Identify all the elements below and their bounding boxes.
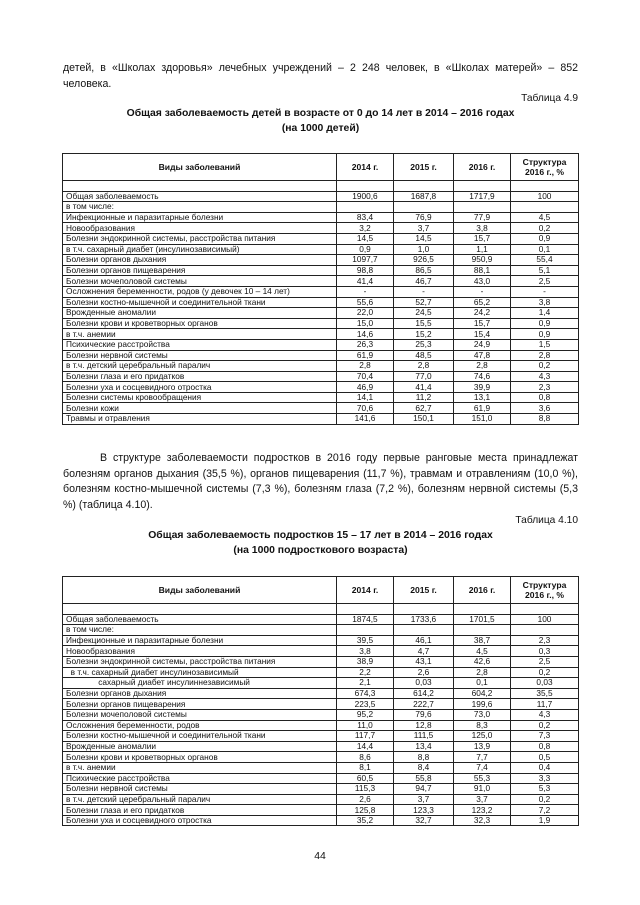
cell-disease-name: Болезни уха и сосцевидного отростка (63, 815, 337, 826)
table-4-9-title (63, 107, 578, 136)
cell-structure: 3,8 (511, 297, 579, 308)
cell-2016: 0,1 (454, 678, 511, 689)
table-row (63, 392, 579, 403)
cell-2014: 0,9 (337, 244, 394, 255)
cell-2014: 1097,7 (337, 255, 394, 266)
cell-2014 (337, 202, 394, 213)
cell-disease-name: Болезни костно-мышечной и соединительной ткани (63, 297, 337, 308)
cell-2016: 604,2 (454, 688, 511, 699)
table-row (63, 255, 579, 266)
cell-disease-name: Болезни системы кровообращения (63, 392, 337, 403)
cell-disease-name: Болезни эндокринной системы, расстройства питания (63, 233, 337, 244)
cell-2015: 15,2 (394, 329, 454, 340)
cell-2015: 12,8 (394, 720, 454, 731)
cell-structure: 2,3 (511, 635, 579, 646)
cell-2015 (394, 202, 454, 213)
cell-2015: 614,2 (394, 688, 454, 699)
cell-structure: 35,5 (511, 688, 579, 699)
cell-disease-name: Врожденные аномалии (63, 308, 337, 319)
cell-structure (511, 202, 579, 213)
cell-structure: 55,4 (511, 255, 579, 266)
table-row (63, 286, 579, 297)
cell-2014: 1900,6 (337, 191, 394, 202)
cell-2014: 35,2 (337, 815, 394, 826)
cell-structure: 2,5 (511, 276, 579, 287)
cell-structure: 2,3 (511, 382, 579, 393)
cell-2015: 77,0 (394, 371, 454, 382)
cell-2016: 7,4 (454, 762, 511, 773)
col-header-2016: 2016 г. (454, 577, 511, 604)
table-4-10-label: Таблица 4.10 (515, 515, 578, 526)
cell-disease-name: в т.ч. сахарный диабет (инсулинозависимый) (63, 244, 337, 255)
cell-disease-name: Болезни глаза и его придатков (63, 371, 337, 382)
cell-disease-name: в т.ч. сахарный диабет инсулинозависимый (63, 667, 337, 678)
cell-disease-name: в том числе: (63, 625, 337, 636)
cell-2014: 22,0 (337, 308, 394, 319)
table-row (63, 815, 579, 826)
table-row (63, 794, 579, 805)
cell-disease-name: в т.ч. детский церебральный паралич (63, 361, 337, 372)
cell-2016: 3,7 (454, 794, 511, 805)
cell-disease-name: Болезни мочеполовой системы (63, 276, 337, 287)
cell-2015: 62,7 (394, 403, 454, 414)
table-row (63, 678, 579, 689)
table-4-9-title-line2: (на 1000 детей) (281, 122, 360, 134)
cell-2015: 48,5 (394, 350, 454, 361)
cell-2016: 77,9 (454, 212, 511, 223)
table-row (63, 329, 579, 340)
cell-2016: - (454, 286, 511, 297)
cell-disease-name: Врожденные аномалии (63, 741, 337, 752)
cell-disease-name: Болезни глаза и его придатков (63, 805, 337, 816)
cell-2016: 88,1 (454, 265, 511, 276)
cell-2016: 4,5 (454, 646, 511, 657)
cell-2014 (337, 625, 394, 636)
cell-2014: 8,1 (337, 762, 394, 773)
cell-structure: 0,9 (511, 233, 579, 244)
table-row (63, 223, 579, 234)
cell-2015: 76,9 (394, 212, 454, 223)
col-header-2015: 2015 г. (394, 577, 454, 604)
cell-2014: 95,2 (337, 709, 394, 720)
cell-2014: 8,6 (337, 752, 394, 763)
cell-2014: 38,9 (337, 656, 394, 667)
cell-2014: 70,6 (337, 403, 394, 414)
cell-structure: 0,8 (511, 392, 579, 403)
cell-structure: 0,9 (511, 329, 579, 340)
cell-2015: 41,4 (394, 382, 454, 393)
cell-2015: 222,7 (394, 699, 454, 710)
cell-2016: 24,9 (454, 339, 511, 350)
cell-2014: 46,9 (337, 382, 394, 393)
cell-2014: 15,0 (337, 318, 394, 329)
cell-2016: 74,6 (454, 371, 511, 382)
cell-2015: 4,7 (394, 646, 454, 657)
cell-2016: 8,3 (454, 720, 511, 731)
cell-2016: 1701,5 (454, 614, 511, 625)
cell-disease-name: Болезни органов дыхания (63, 688, 337, 699)
cell-structure: 5,3 (511, 784, 579, 795)
cell-2015: 123,3 (394, 805, 454, 816)
table-row (63, 339, 579, 350)
table-row (63, 773, 579, 784)
cell-structure: 0,4 (511, 762, 579, 773)
table-row (63, 731, 579, 742)
cell-structure: 7,2 (511, 805, 579, 816)
col-header-structure: Структура 2016 г., % (511, 154, 579, 181)
cell-2015: 11,2 (394, 392, 454, 403)
cell-disease-name: Болезни эндокринной системы, расстройства питания (63, 656, 337, 667)
table-row (63, 741, 579, 752)
cell-2016: 3,8 (454, 223, 511, 234)
cell-2014: 14,4 (337, 741, 394, 752)
cell-structure: 3,3 (511, 773, 579, 784)
table-row (63, 382, 579, 393)
header-spacer-row (63, 604, 579, 615)
cell-structure: 4,5 (511, 212, 579, 223)
cell-2014: 117,7 (337, 731, 394, 742)
table-row (63, 688, 579, 699)
table-row (63, 350, 579, 361)
cell-2014: 98,8 (337, 265, 394, 276)
intro-paragraph: детей, в «Школах здоровья» лечебных учреждений – 2 248 человек, в «Школах матерей» – 852 человека. (63, 62, 578, 90)
cell-2016: 39,9 (454, 382, 511, 393)
cell-disease-name: Общая заболеваемость (63, 191, 337, 202)
cell-2015: 24,5 (394, 308, 454, 319)
cell-disease-name: Болезни крови и кроветворных органов (63, 752, 337, 763)
cell-2015: 14,5 (394, 233, 454, 244)
cell-2015: 1687,8 (394, 191, 454, 202)
cell-2016: 15,7 (454, 233, 511, 244)
cell-structure: 2,5 (511, 656, 579, 667)
cell-disease-name: Новообразования (63, 646, 337, 657)
table-row (63, 202, 579, 213)
cell-structure: 1,5 (511, 339, 579, 350)
cell-2016: 43,0 (454, 276, 511, 287)
cell-2015: 46,7 (394, 276, 454, 287)
table-4-10-title-line2: (на 1000 подросткового возраста) (233, 544, 408, 556)
cell-structure: 0,2 (511, 794, 579, 805)
cell-2016: 2,8 (454, 667, 511, 678)
cell-2014: 60,5 (337, 773, 394, 784)
cell-2014: 14,5 (337, 233, 394, 244)
cell-2016: 91,0 (454, 784, 511, 795)
cell-disease-name: Болезни уха и сосцевидного отростка (63, 382, 337, 393)
col-header-structure: Структура 2016 г., % (511, 577, 579, 604)
table-row (63, 656, 579, 667)
cell-2015: 55,8 (394, 773, 454, 784)
cell-2014: 2,2 (337, 667, 394, 678)
cell-2016: 73,0 (454, 709, 511, 720)
cell-2016: 13,1 (454, 392, 511, 403)
cell-2015: - (394, 286, 454, 297)
table-4-9 (62, 153, 579, 425)
cell-disease-name: Болезни органов дыхания (63, 255, 337, 266)
cell-2015 (394, 625, 454, 636)
cell-structure: 3,6 (511, 403, 579, 414)
table-row (63, 625, 579, 636)
cell-2015: 43,1 (394, 656, 454, 667)
cell-2014: 39,5 (337, 635, 394, 646)
cell-2016: 15,4 (454, 329, 511, 340)
table-row (63, 646, 579, 657)
cell-disease-name: в т.ч. анемии (63, 762, 337, 773)
cell-2015: 79,6 (394, 709, 454, 720)
cell-disease-name: сахарный диабет инсулиннезависимый (63, 678, 337, 689)
table-row (63, 191, 579, 202)
table-row (63, 414, 579, 425)
cell-disease-name: Осложнения беременности, родов (63, 720, 337, 731)
cell-disease-name: Болезни органов пищеварения (63, 265, 337, 276)
cell-structure: 0,8 (511, 741, 579, 752)
cell-disease-name: в т.ч. анемии (63, 329, 337, 340)
cell-2016: 125,0 (454, 731, 511, 742)
cell-2016: 24,2 (454, 308, 511, 319)
cell-2015: 13,4 (394, 741, 454, 752)
cell-structure: 11,7 (511, 699, 579, 710)
cell-disease-name: Болезни нервной системы (63, 784, 337, 795)
cell-structure: 0,2 (511, 720, 579, 731)
cell-structure: 100 (511, 191, 579, 202)
cell-2015: 2,6 (394, 667, 454, 678)
cell-2015: 86,5 (394, 265, 454, 276)
cell-2014: 11,0 (337, 720, 394, 731)
table-row (63, 667, 579, 678)
table-row (63, 403, 579, 414)
table-row (63, 709, 579, 720)
cell-structure: 0,2 (511, 223, 579, 234)
cell-2015: 0,03 (394, 678, 454, 689)
cell-2014: 141,6 (337, 414, 394, 425)
cell-2016: 950,9 (454, 255, 511, 266)
cell-2014: 223,5 (337, 699, 394, 710)
cell-2015: 150,1 (394, 414, 454, 425)
cell-disease-name: Болезни кожи (63, 403, 337, 414)
table-row (63, 805, 579, 816)
cell-disease-name: Общая заболеваемость (63, 614, 337, 625)
table-row (63, 720, 579, 731)
cell-disease-name: Инфекционные и паразитарные болезни (63, 212, 337, 223)
table-row (63, 265, 579, 276)
cell-structure: 4,3 (511, 371, 579, 382)
cell-structure: 0,03 (511, 678, 579, 689)
cell-disease-name: Болезни костно-мышечной и соединительной ткани (63, 731, 337, 742)
cell-2015: 15,5 (394, 318, 454, 329)
table-row (63, 371, 579, 382)
cell-disease-name: Болезни нервной системы (63, 350, 337, 361)
col-header-2014: 2014 г. (337, 577, 394, 604)
cell-2016: 7,7 (454, 752, 511, 763)
cell-2014: 3,2 (337, 223, 394, 234)
cell-2014: 14,1 (337, 392, 394, 403)
cell-structure: 0,9 (511, 318, 579, 329)
cell-2014: 1874,5 (337, 614, 394, 625)
table-row (63, 699, 579, 710)
cell-2015: 1733,6 (394, 614, 454, 625)
cell-2015: 8,4 (394, 762, 454, 773)
cell-disease-name: Осложнения беременности, родов (у девочек 10 – 14 лет) (63, 286, 337, 297)
cell-2015: 52,7 (394, 297, 454, 308)
cell-2015: 3,7 (394, 794, 454, 805)
cell-2014: 2,1 (337, 678, 394, 689)
table-4-9-title-line1: Общая заболеваемость детей в возрасте от 0 до 14 лет в 2014 – 2016 годах (126, 108, 515, 119)
col-header-2014: 2014 г. (337, 154, 394, 181)
cell-2016: 13,9 (454, 741, 511, 752)
cell-structure: 2,8 (511, 350, 579, 361)
cell-disease-name: в т.ч. детский церебральный паралич (63, 794, 337, 805)
table-row (63, 212, 579, 223)
cell-structure: 0,3 (511, 646, 579, 657)
cell-2014: - (337, 286, 394, 297)
cell-2014: 674,3 (337, 688, 394, 699)
cell-2016: 199,6 (454, 699, 511, 710)
table-row (63, 762, 579, 773)
cell-2014: 3,8 (337, 646, 394, 657)
table-header-row (63, 154, 579, 181)
table-4-10-title (63, 529, 578, 558)
table-row (63, 784, 579, 795)
col-header-2016: 2016 г. (454, 154, 511, 181)
cell-2015: 8,8 (394, 752, 454, 763)
cell-2014: 83,4 (337, 212, 394, 223)
cell-2015: 2,8 (394, 361, 454, 372)
cell-2015: 1,0 (394, 244, 454, 255)
cell-structure: 5,1 (511, 265, 579, 276)
cell-2016: 65,2 (454, 297, 511, 308)
cell-structure: 0,2 (511, 667, 579, 678)
cell-2014: 125,8 (337, 805, 394, 816)
table-row (63, 276, 579, 287)
table-row (63, 614, 579, 625)
cell-2016: 55,3 (454, 773, 511, 784)
cell-2016: 32,3 (454, 815, 511, 826)
cell-disease-name: Болезни крови и кроветворных органов (63, 318, 337, 329)
page-number: 44 (314, 851, 326, 862)
table-header-row (63, 577, 579, 604)
cell-disease-name: Болезни органов пищеварения (63, 699, 337, 710)
cell-2015: 111,5 (394, 731, 454, 742)
cell-2014: 115,3 (337, 784, 394, 795)
cell-2016: 1,1 (454, 244, 511, 255)
cell-2014: 41,4 (337, 276, 394, 287)
cell-2016: 15,7 (454, 318, 511, 329)
col-header-disease: Виды заболеваний (63, 154, 337, 181)
cell-2016 (454, 202, 511, 213)
cell-2016: 2,8 (454, 361, 511, 372)
cell-2014: 55,6 (337, 297, 394, 308)
table-4-9-label: Таблица 4.9 (521, 93, 578, 104)
cell-2015: 926,5 (394, 255, 454, 266)
cell-structure: 100 (511, 614, 579, 625)
cell-structure: 4,3 (511, 709, 579, 720)
table-row (63, 752, 579, 763)
table-row (63, 244, 579, 255)
cell-2016 (454, 625, 511, 636)
cell-2016: 42,6 (454, 656, 511, 667)
cell-2016: 1717,9 (454, 191, 511, 202)
cell-disease-name: Психические расстройства (63, 773, 337, 784)
cell-disease-name: Новообразования (63, 223, 337, 234)
cell-structure: 0,2 (511, 361, 579, 372)
header-spacer-row (63, 181, 579, 192)
col-header-disease: Виды заболеваний (63, 577, 337, 604)
table-row (63, 361, 579, 372)
cell-disease-name: в том числе: (63, 202, 337, 213)
cell-2016: 47,8 (454, 350, 511, 361)
cell-2015: 32,7 (394, 815, 454, 826)
table-row (63, 233, 579, 244)
cell-2016: 151,0 (454, 414, 511, 425)
cell-2014: 70,4 (337, 371, 394, 382)
table-row (63, 297, 579, 308)
cell-2015: 46,1 (394, 635, 454, 646)
table-4-10 (62, 576, 579, 826)
cell-2014: 2,6 (337, 794, 394, 805)
cell-disease-name: Травмы и отравления (63, 414, 337, 425)
cell-structure: 8,8 (511, 414, 579, 425)
cell-structure: 0,5 (511, 752, 579, 763)
cell-disease-name: Инфекционные и паразитарные болезни (63, 635, 337, 646)
cell-disease-name: Болезни мочеполовой системы (63, 709, 337, 720)
table-4-10-title-line1: Общая заболеваемость подростков 15 – 17 лет в 2014 – 2016 годах (148, 530, 493, 541)
cell-2016: 61,9 (454, 403, 511, 414)
cell-structure: 1,9 (511, 815, 579, 826)
cell-2015: 25,3 (394, 339, 454, 350)
table-row (63, 635, 579, 646)
cell-disease-name: Психические расстройства (63, 339, 337, 350)
cell-2014: 61,9 (337, 350, 394, 361)
cell-structure: - (511, 286, 579, 297)
cell-2014: 2,8 (337, 361, 394, 372)
cell-2015: 3,7 (394, 223, 454, 234)
cell-2014: 14,6 (337, 329, 394, 340)
cell-2016: 123,2 (454, 805, 511, 816)
cell-2016: 38,7 (454, 635, 511, 646)
cell-2014: 26,3 (337, 339, 394, 350)
table-row (63, 318, 579, 329)
cell-structure: 0,1 (511, 244, 579, 255)
cell-2015: 94,7 (394, 784, 454, 795)
middle-paragraph: В структуре заболеваемости подростков в 2016 году первые ранговые места принадлежат болезням органов дыхания (35,5 %), органов пищеварения (11,7 %), травмам и отравлениям (10,0 %), болезням костно-мышечной системы (7,3 %), болезням глаза (7,2 %), болезням нервной системы (5,3 %) (таблица 4.10). (63, 452, 578, 511)
cell-structure: 1,4 (511, 308, 579, 319)
cell-structure: 7,3 (511, 731, 579, 742)
col-header-2015: 2015 г. (394, 154, 454, 181)
cell-structure (511, 625, 579, 636)
table-row (63, 308, 579, 319)
